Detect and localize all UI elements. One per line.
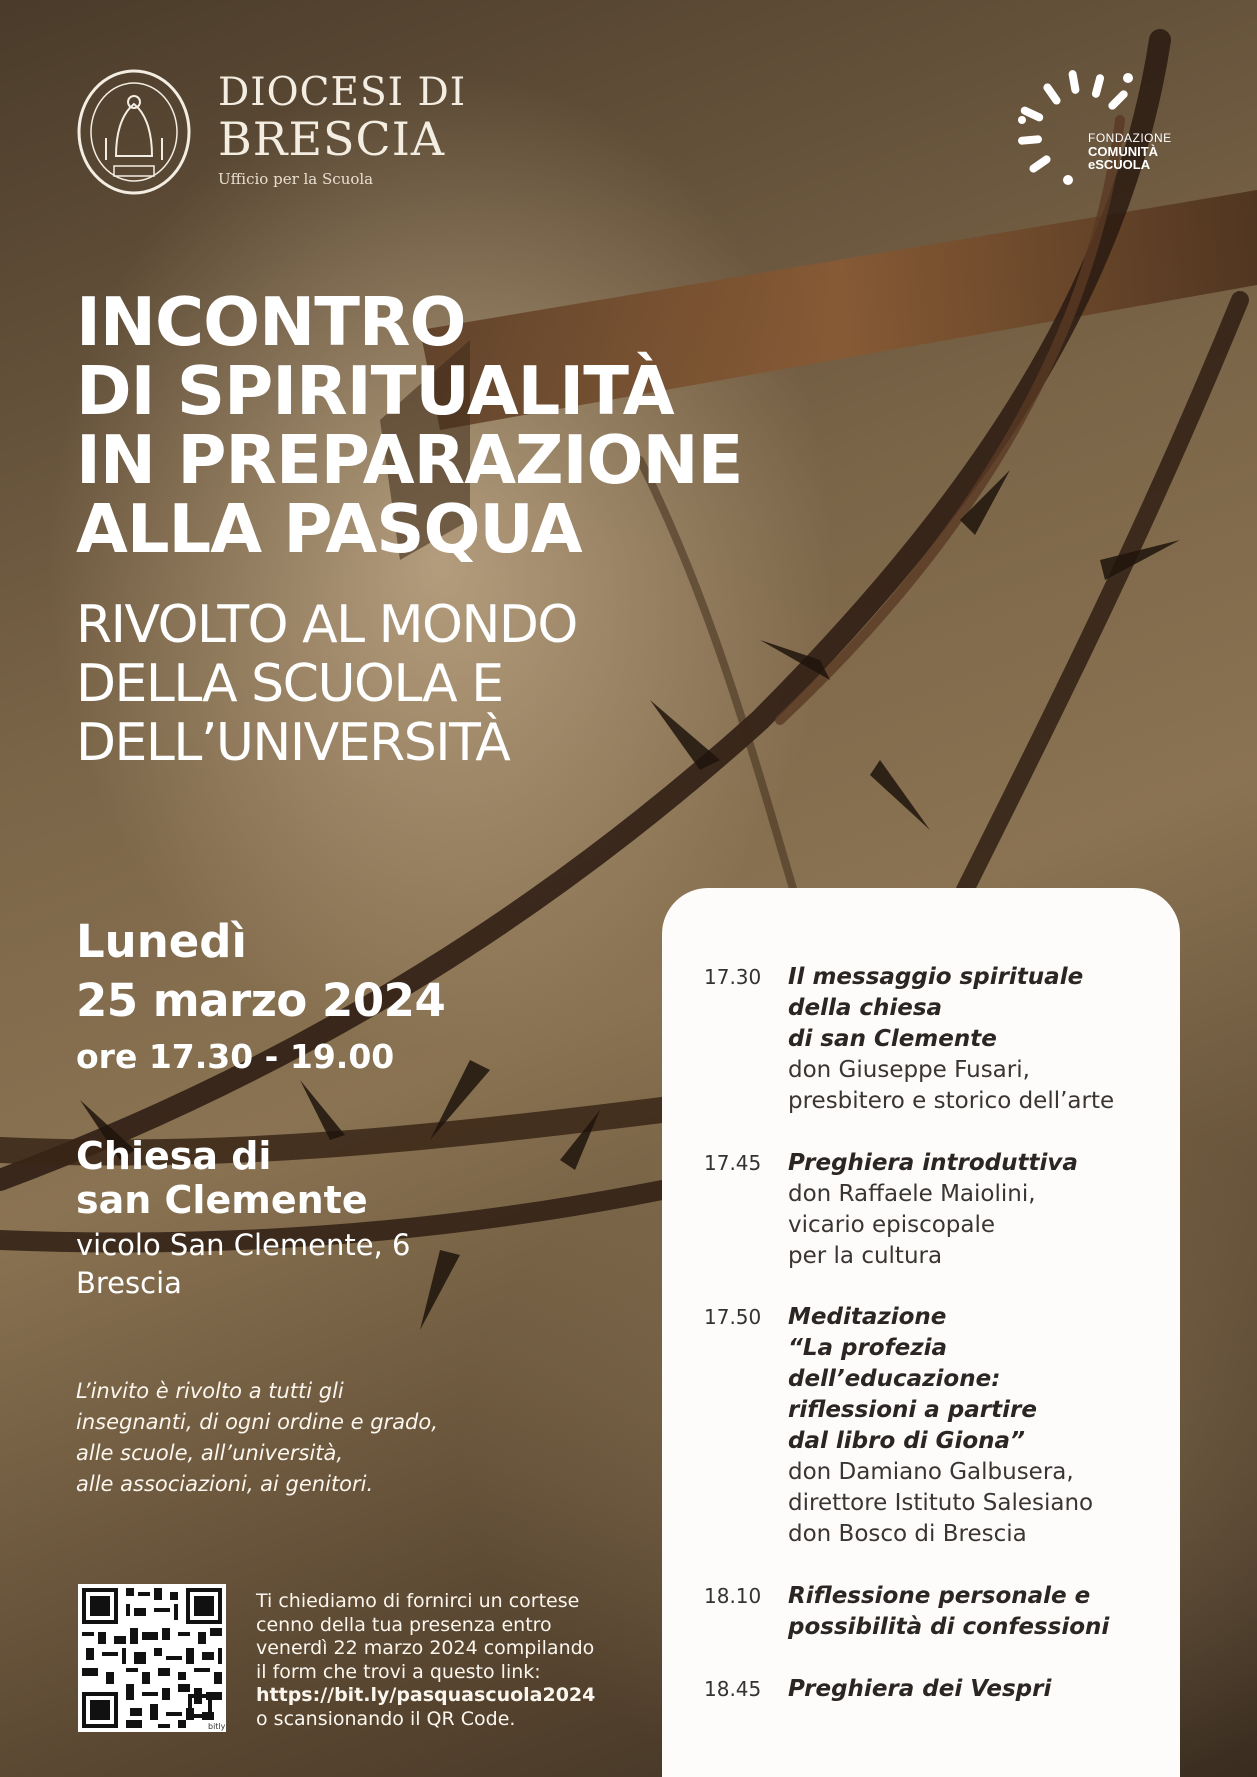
- program-title-line: Preghiera introduttiva: [788, 1150, 1078, 1176]
- diocese-office: Ufficio per la Scuola: [218, 170, 374, 188]
- event-subtitle: [76, 596, 577, 773]
- event-time: ore 17.30 - 19.00: [76, 1037, 395, 1076]
- address-line: vicolo San Clemente, 6: [76, 1228, 411, 1262]
- rsvp-line: il form che trovi a questo link:: [256, 1660, 541, 1683]
- fondazione-line2: COMUNITÀ: [1088, 144, 1159, 159]
- address-line: Brescia: [76, 1266, 182, 1300]
- event-day: Lunedì: [76, 915, 247, 968]
- program-title-line: “La profezia: [788, 1335, 948, 1361]
- program-speaker: [788, 1179, 1168, 1272]
- invite-line: alle scuole, all’università,: [76, 1441, 344, 1465]
- event-place: [76, 1134, 368, 1222]
- invite-line: alle associazioni, ai genitori.: [76, 1472, 374, 1496]
- program-speaker-line: don Raffaele Maiolini,: [788, 1181, 1036, 1207]
- program-title-line: riflessioni a partire: [788, 1397, 1037, 1423]
- program-time: 18.45: [704, 1677, 762, 1701]
- rsvp-note: [256, 1590, 595, 1731]
- subtitle-line: DELL’UNIVERSITÀ: [76, 713, 510, 773]
- program-speaker-line: don Damiano Galbusera,: [788, 1459, 1074, 1485]
- event-date: 25 marzo 2024: [76, 974, 446, 1027]
- rsvp-line: o scansionando il QR Code.: [256, 1707, 516, 1730]
- title-line: ALLA PASQUA: [76, 490, 582, 568]
- program-title: [788, 1148, 1168, 1179]
- program-panel: [662, 888, 1180, 1777]
- program-time: 17.50: [704, 1305, 762, 1329]
- program-speaker: [788, 1055, 1168, 1117]
- diocese-name-line2: BRESCIA: [218, 112, 446, 166]
- subtitle-line: DELLA SCUOLA E: [76, 654, 503, 714]
- fondazione-name: [1088, 132, 1172, 171]
- qr-code[interactable]: [78, 1584, 226, 1732]
- rsvp-line: Ti chiediamo di fornirci un cortese: [256, 1590, 580, 1612]
- diocese-name-line1: DIOCESI DI: [218, 70, 467, 115]
- program-body: [788, 962, 1168, 1117]
- event-address: [76, 1226, 410, 1302]
- rsvp-line: venerdì 22 marzo 2024 compilando: [256, 1637, 595, 1659]
- subtitle-line: RIVOLTO AL MONDO: [76, 595, 577, 655]
- program-speaker-line: per la cultura: [788, 1243, 943, 1269]
- program-title: [788, 962, 1168, 1055]
- fondazione-line1: FONDAZIONE: [1088, 131, 1172, 145]
- diocese-name: [218, 72, 466, 164]
- rsvp-line: cenno della tua presenza entro: [256, 1613, 552, 1636]
- rsvp-link[interactable]: https://bit.ly/pasquascuola2024: [256, 1684, 596, 1706]
- program-title-line: Preghiera dei Vespri: [788, 1676, 1052, 1702]
- title-line: IN PREPARAZIONE: [76, 421, 743, 499]
- program-title-line: di san Clemente: [788, 1026, 997, 1052]
- invite-line: L’invito è rivolto a tutti gli: [76, 1379, 344, 1403]
- place-line: san Clemente: [76, 1178, 368, 1222]
- program-title: [788, 1581, 1168, 1643]
- program-speaker-line: don Bosco di Brescia: [788, 1521, 1027, 1547]
- program-title: [788, 1674, 1168, 1705]
- diocese-seal-logo: [76, 68, 192, 196]
- program-speaker: [788, 1457, 1168, 1550]
- program-title: [788, 1302, 1168, 1457]
- qr-brand-label: bitly: [208, 1722, 226, 1731]
- program-time: 17.30: [704, 965, 762, 989]
- program-time: 18.10: [704, 1584, 762, 1608]
- program-speaker-line: don Giuseppe Fusari,: [788, 1057, 1030, 1083]
- program-body: [788, 1581, 1168, 1643]
- program-title-line: Riflessione personale e: [788, 1583, 1091, 1609]
- program-title-line: Il messaggio spirituale: [788, 964, 1084, 990]
- program-speaker-line: vicario episcopale: [788, 1212, 996, 1238]
- program-title-line: dell’educazione:: [788, 1366, 1001, 1392]
- program-speaker-line: presbitero e storico dell’arte: [788, 1088, 1115, 1114]
- program-title-line: Meditazione: [788, 1304, 947, 1330]
- program-body: [788, 1674, 1168, 1705]
- event-title: [76, 283, 743, 568]
- program-body: [788, 1148, 1168, 1272]
- title-line: INCONTRO: [76, 283, 466, 361]
- place-line: Chiesa di: [76, 1134, 272, 1178]
- invite-note: [76, 1376, 438, 1500]
- title-line: DI SPIRITUALITÀ: [76, 352, 674, 430]
- program-body: [788, 1302, 1168, 1550]
- invite-line: insegnanti, di ogni ordine e grado,: [76, 1410, 438, 1434]
- program-speaker-line: direttore Istituto Salesiano: [788, 1490, 1094, 1516]
- program-title-line: possibilità di confessioni: [788, 1614, 1110, 1640]
- program-title-line: dal libro di Giona”: [788, 1428, 1025, 1454]
- program-time: 17.45: [704, 1151, 762, 1175]
- fondazione-line3: eSCUOLA: [1088, 157, 1151, 172]
- program-title-line: della chiesa: [788, 995, 943, 1021]
